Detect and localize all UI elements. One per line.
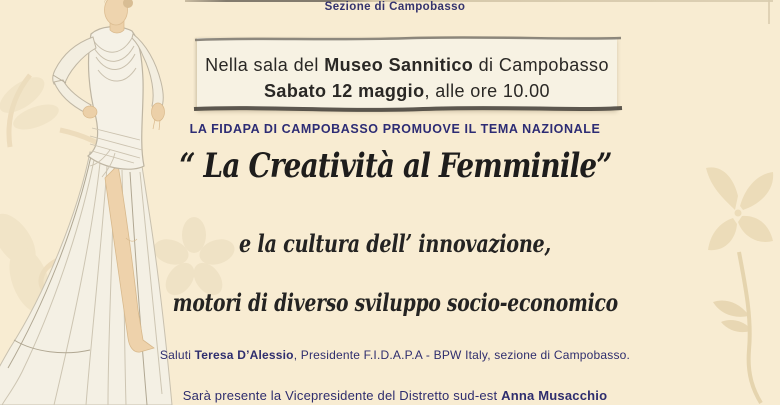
venue-line-1-prefix: Nella sala del xyxy=(205,55,325,75)
paper-edge-bottom-icon xyxy=(193,104,623,114)
event-date: Sabato 12 maggio xyxy=(264,81,425,101)
venue-box xyxy=(197,38,617,110)
greeting-prefix: Saluti xyxy=(159,348,195,362)
greeting-line xyxy=(85,348,705,362)
paper-edge-top-icon xyxy=(193,35,623,43)
section-label: Sezione di Campobasso xyxy=(324,1,466,13)
top-crop-tick xyxy=(768,0,770,24)
venue-line-2 xyxy=(197,79,617,103)
footer-prefix: Sarà presente la Vicepresidente del Distretto sud-est xyxy=(182,388,502,403)
subtitle-line-1 xyxy=(85,229,705,258)
museum-name: Museo Sannitico xyxy=(324,55,474,75)
promo-line: LA FIDAPA DI CAMPOBASSO PROMUOVE IL TEMA NAZIONALE xyxy=(189,122,601,136)
event-title xyxy=(85,146,705,186)
event-title-text: “ La Creatività al Femminile” xyxy=(178,146,612,186)
venue-line-2-suffix: , alle ore 10.00 xyxy=(424,81,550,101)
subtitle-line-2 xyxy=(85,288,705,317)
subtitle-line-2-text: motori di diverso sviluppo socio-economico xyxy=(172,288,618,317)
footer-line xyxy=(85,388,705,403)
venue-line-1-suffix: di Campobasso xyxy=(473,55,609,75)
subtitle-line-1-text: e la cultura dell’ innovazione, xyxy=(239,229,551,258)
speaker-name: Teresa D’Alessio xyxy=(194,348,294,362)
vicepresident-name: Anna Musacchio xyxy=(501,388,608,403)
venue-line-1 xyxy=(197,53,617,77)
greeting-suffix: , Presidente F.I.D.A.P.A - BPW Italy, sezione di Campobasso. xyxy=(293,348,631,362)
floral-ornament-right xyxy=(693,152,780,405)
